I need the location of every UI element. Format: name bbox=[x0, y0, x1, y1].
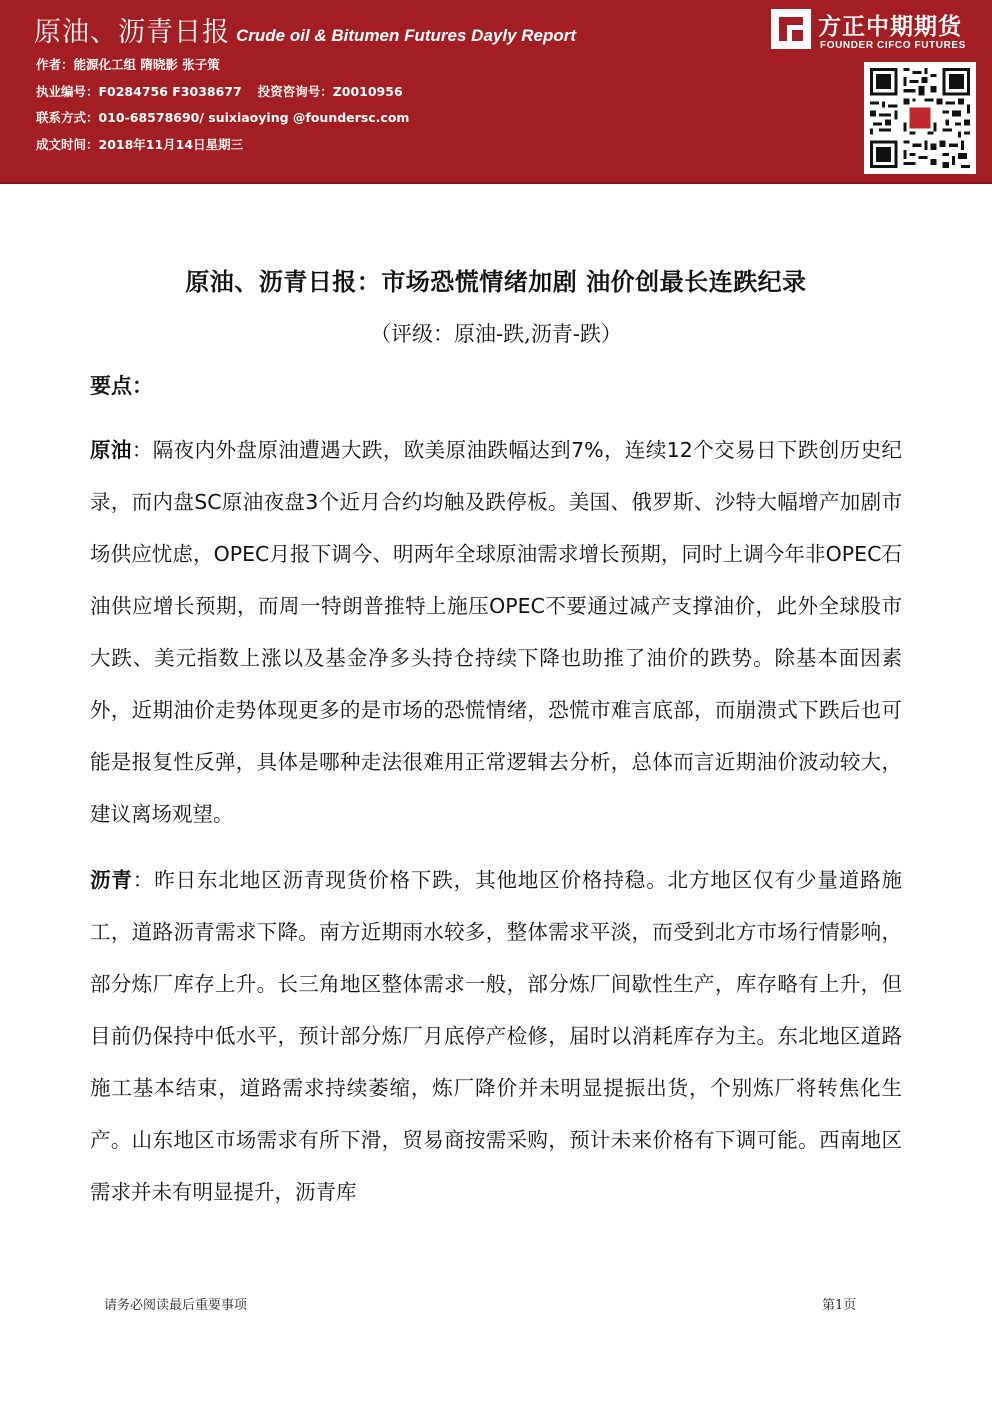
logo-name-en: FOUNDER CIFCO FUTURES bbox=[820, 40, 966, 51]
report-title-cn: 原油、沥青日报 bbox=[34, 17, 230, 48]
report-title-en: Crude oil & Bitumen Futures Dayly Report bbox=[236, 26, 577, 45]
authors-line: 作者：能源化工组 隋晓影 张子策 bbox=[36, 57, 220, 72]
document-title: 原油、沥青日报：市场恐慌情绪加剧 油价创最长连跌纪录 bbox=[185, 268, 807, 296]
bitumen-lead: 沥青 bbox=[90, 868, 133, 892]
logo-name-cn: 方正中期期货 bbox=[818, 14, 962, 40]
founder-logo-icon bbox=[770, 8, 812, 50]
report-title-row bbox=[34, 10, 576, 50]
report-header-band bbox=[0, 0, 992, 182]
header-divider bbox=[0, 182, 992, 198]
crude-oil-text: ：隔夜内外盘原油遭遇大跌，欧美原油跌幅达到7%，连续12个交易日下跌创历史纪录，而内盘SC原油夜盘3个近月合约均触及跌停板。美国、俄罗斯、沙特大幅增产加剧市场供应忧虑，OPEC月报下调今、明两年全球原油需求增长预期，同时上调今年非OPEC石油供应增长预期，而周一特朗普推特上施压OPEC不要通过减产支撑油价，此外全球股市大跌、美元指数上涨以及基金净多头持仓持续下降也助推了油价的跌势。除基本面因素外，近期油价走势体现更多的是市场的恐慌情绪，恐慌市难言底部，而崩溃式下跌后也可能是报复性反弹，具体是哪种走法很难用正常逻辑去分析，总体而言近期油价波动较大，建议离场观望。 bbox=[90, 438, 903, 826]
author-info-block bbox=[36, 56, 409, 162]
crude-oil-paragraph bbox=[90, 424, 902, 840]
bitumen-paragraph bbox=[90, 854, 902, 1218]
advisor-number: 投资咨询号：Z0010956 bbox=[257, 83, 403, 99]
contact-line: 联系方式：010-68578690/ suixiaoying @foundersc.com bbox=[36, 110, 410, 125]
footer-notice: 请务必阅读最后重要事项 bbox=[104, 1298, 248, 1313]
rating-line: （评级：原油-跌,沥青-跌） bbox=[370, 322, 622, 346]
page-number: 第1页 bbox=[822, 1298, 857, 1313]
license-line bbox=[36, 83, 409, 110]
keypoints-heading: 要点： bbox=[90, 374, 153, 398]
founder-cifco-logo bbox=[770, 6, 980, 56]
bitumen-text: ：昨日东北地区沥青现货价格下跌，其他地区价格持稳。北方地区仅有少量道路施工，道路沥青需求下降。南方近期雨水较多，整体需求平淡，而受到北方市场行情影响，部分炼厂库存上升。长三角地区整体需求一般，部分炼厂间歇性生产，库存略有上升，但目前仍保持中低水平，预计部分炼厂月底停产检修，届时以消耗库存为主。东北地区道路施工基本结束，道路需求持续萎缩，炼厂降价并未明显提振出货，个别炼厂将转焦化生产。山东地区市场需求有所下滑，贸易商按需采购，预计未来价格有下调可能。西南地区需求并未有明显提升，沥青库 bbox=[90, 868, 903, 1204]
license-numbers: 执业编号：F0284756 F3038677 bbox=[36, 83, 242, 99]
date-line: 成文时间：2018年11月14日星期三 bbox=[36, 136, 244, 152]
crude-oil-lead: 原油 bbox=[90, 438, 132, 462]
qr-code-icon bbox=[864, 62, 976, 174]
